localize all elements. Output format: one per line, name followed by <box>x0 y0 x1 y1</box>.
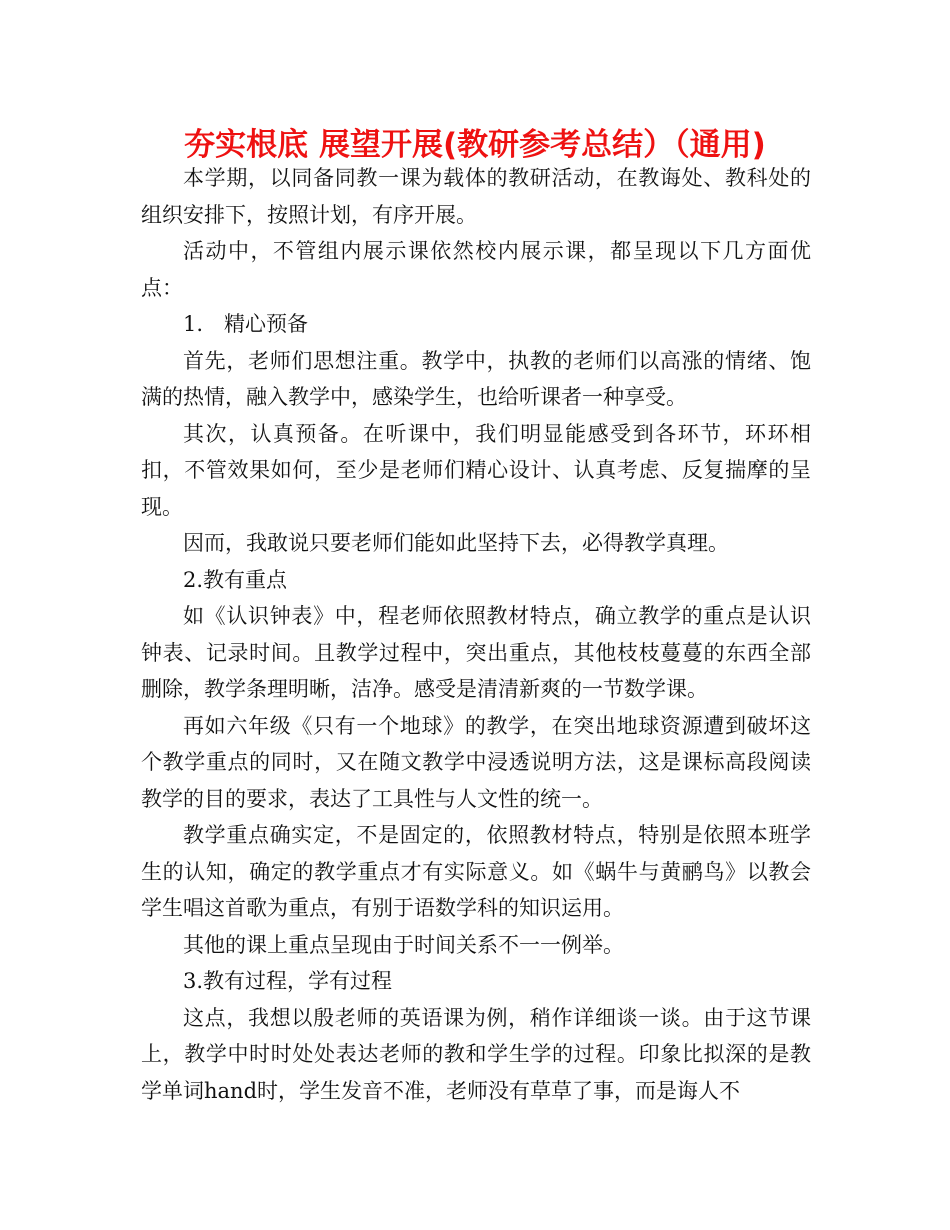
paragraph-conclusion: 因而，我敢说只要老师们能如此坚持下去，必得教学真理。 <box>183 531 729 555</box>
section-heading-1: 1. 精心预备 <box>183 312 309 336</box>
section-heading-3: 3.教有过程，学有过程 <box>183 969 393 993</box>
paragraph-intro: 本学期，以同备同教一课为载体的教研活动，在教诲处、教科处的组织安排下，按照计划，有序开展。 <box>141 166 811 227</box>
paragraph-focus-definition: 教学重点确实定，不是固定的，依照教材特点，特别是依照本班学生的认知，确定的教学重点才有实际意义。如《蜗牛与黄鹂鸟》以教会学生唱这首歌为重点，有别于语数学科的知识运用。 <box>141 823 811 920</box>
paragraph-english-lesson: 这点，我想以殷老师的英语课为例，稍作详细谈一谈。由于这节课上，教学中时时处处表达老师的教和学生学的过程。印象比拟深的是教学单词hand时，学生发音不准，老师没有草草了事，而是诲人不 <box>141 1005 811 1103</box>
paragraph-earth-lesson: 再如六年级《只有一个地球》的教学，在突出地球资源遭到破坏这个教学重点的同时，又在随文教学中浸透说明方法，这是课标高段阅读教学的目的要求，表达了工具性与人文性的统一。 <box>141 713 811 811</box>
paragraph-strengths: 活动中，不管组内展示课依然校内展示课，都呈现以下几方面优点： <box>141 239 811 300</box>
document-body <box>141 160 811 1109</box>
document-title: 夯实根底 展望开展(教研参考总结）（通用) <box>184 127 766 163</box>
paragraph-second: 其次，认真预备。在听课中，我们明显能感受到各环节，环环相扣，不管效果如何，至少是老师们精心设计、认真考虑、反复揣摩的呈现。 <box>141 421 811 519</box>
paragraph-other-lessons: 其他的课上重点呈现由于时间关系不一一例举。 <box>183 932 624 957</box>
paragraph-first: 首先，老师们思想注重。教学中，执教的老师们以高涨的情绪、饱满的热情，融入教学中，感染学生，也给听课者一种享受。 <box>141 348 811 409</box>
paragraph-clock-lesson: 如《认识钟表》中，程老师依照教材特点，确立教学的重点是认识钟表、记录时间。且教学过程中，突出重点，其他枝枝蔓蔓的东西全部删除，教学条理明晰，洁净。感受是清清新爽的一节数学课。 <box>141 604 811 701</box>
section-heading-2: 2.教有重点 <box>183 567 288 592</box>
